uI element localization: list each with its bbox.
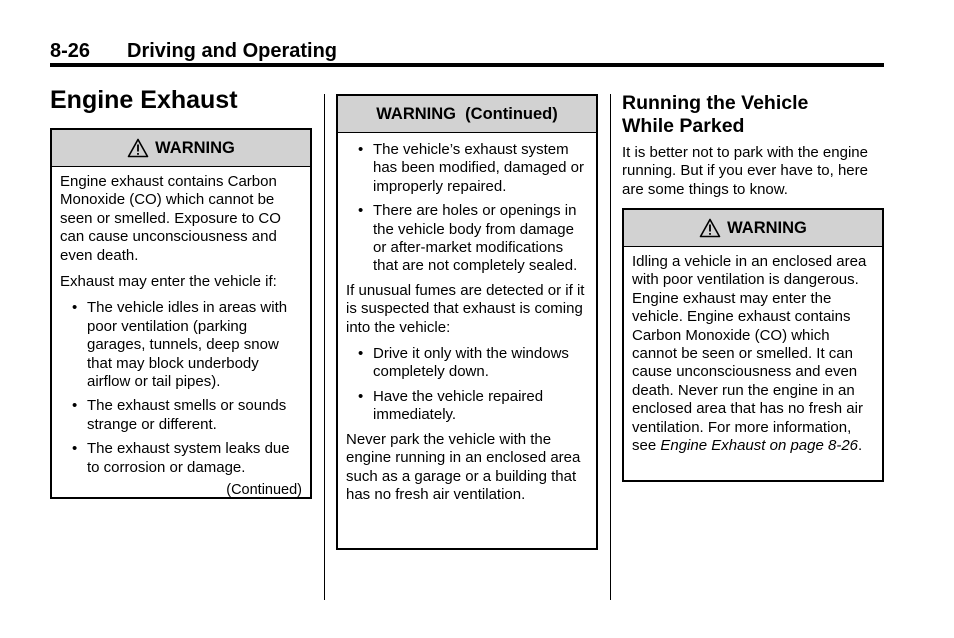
- bullet-list: [346, 345, 588, 425]
- warning-box: [50, 128, 312, 499]
- warning-label: WARNING: [155, 138, 235, 157]
- warning-text: Engine exhaust contains Carbon Monoxide (CO) which cannot be seen or smelled. Exposure to CO can cause unconsciousness and even death.: [60, 173, 281, 264]
- cross-reference-link[interactable]: Engine Exhaust on page 8-26: [660, 437, 859, 455]
- warning-text-end: .: [858, 437, 863, 455]
- page-header: [50, 38, 884, 66]
- list-item: • The exhaust smells or sounds strange or different.: [60, 397, 302, 434]
- list-item: • The vehicle’s exhaust system has been modified, damaged or improperly repaired.: [346, 141, 588, 196]
- list-item: • The vehicle idles in areas with poor ventilation (parking garages, tunnels, deep snow that may block underbody airflow or tail pipes).: [60, 299, 302, 391]
- warning-triangle-icon: [699, 218, 721, 238]
- page-title: Engine Exhaust: [50, 86, 238, 114]
- list-item: • The exhaust system leaks due to corrosion or damage.: [60, 440, 302, 477]
- continued-note: (Continued): [226, 482, 302, 499]
- warning-header: [338, 96, 596, 133]
- warning-lead: If unusual fumes are detected or if it is suspected that exhaust is coming into the vehicle:: [346, 281, 585, 336]
- warning-label: WARNING (Continued): [376, 104, 558, 123]
- section-header-title: Driving and Operating: [127, 40, 338, 62]
- body-paragraph: It is better not to park with the engine running. But if you ever have to, here are some things to know.: [622, 144, 868, 198]
- bullet-list: [346, 141, 588, 276]
- warning-lead: Exhaust may enter the vehicle if:: [60, 273, 277, 291]
- page-number: 8-26: [50, 40, 91, 62]
- column-divider: [610, 94, 611, 600]
- subsection-title: Running the Vehicle While Parked: [622, 92, 809, 137]
- bullet-list: [60, 299, 302, 477]
- warning-triangle-icon: [127, 138, 149, 158]
- column-divider: [324, 94, 325, 600]
- warning-label: WARNING: [727, 218, 807, 237]
- list-item: • There are holes or openings in the vehicle body from damage or after-market modifications that are not completely sealed.: [346, 202, 588, 276]
- list-item: • Have the vehicle repaired immediately.: [346, 388, 588, 425]
- warning-text-main: Idling a vehicle in an enclosed area with poor ventilation is dangerous. Engine exhaust may enter the vehicle. Engine exhaust contains Carbon Monoxide (CO) which cannot be seen or smelled. It can cause unconsciousness and even death. Never run the engine in an enclosed area that has no fresh air ventilation. For more information, see: [632, 253, 867, 455]
- list-item: • Drive it only with the windows completely down.: [346, 345, 588, 382]
- warning-box: [622, 208, 884, 482]
- warning-header: [52, 130, 310, 167]
- header-rule: [50, 63, 884, 67]
- warning-header: [624, 210, 882, 247]
- warning-text: [632, 253, 874, 455]
- warning-text: Never park the vehicle with the engine running in an enclosed area such as a garage or a building that has no fresh air ventilation.: [346, 430, 581, 503]
- warning-continued-box: [336, 94, 598, 550]
